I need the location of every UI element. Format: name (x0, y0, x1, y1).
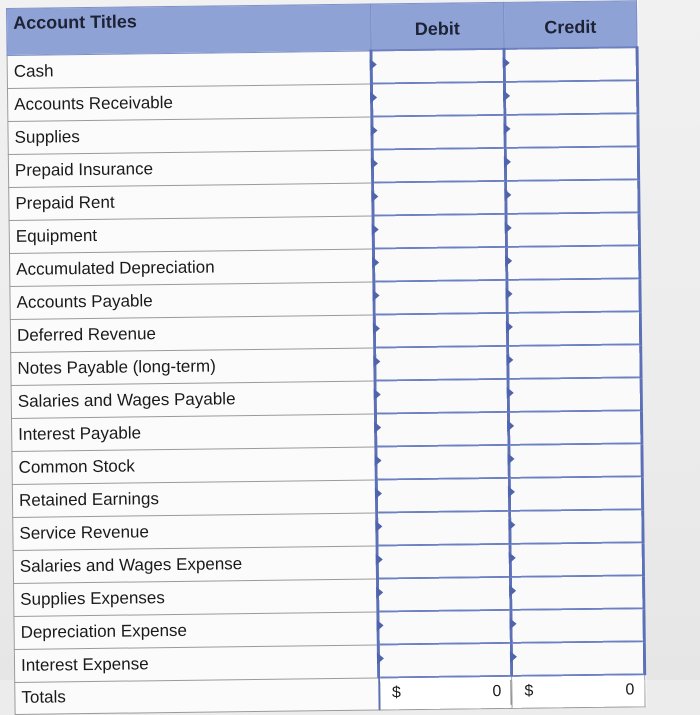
account-title: Deferred Revenue (10, 315, 374, 352)
account-title: Accumulated Depreciation (9, 249, 373, 286)
debit-cell (376, 478, 509, 513)
credit-input[interactable] (509, 312, 639, 345)
input-marker-icon (507, 420, 514, 432)
credit-cell (507, 311, 640, 346)
credit-input[interactable] (509, 345, 639, 378)
debit-cell (374, 280, 507, 315)
credit-cell (508, 344, 641, 379)
debit-input[interactable] (375, 248, 505, 281)
debit-cell (375, 412, 508, 447)
input-marker-icon (375, 520, 382, 532)
credit-input[interactable] (507, 147, 637, 180)
input-marker-icon (373, 355, 380, 367)
account-title: Common Stock (12, 447, 376, 484)
credit-input[interactable] (508, 279, 638, 312)
totals-row (15, 674, 645, 714)
input-marker-icon (376, 619, 383, 631)
totals-label: Totals (15, 677, 379, 714)
credit-input[interactable] (510, 378, 640, 411)
credit-total-cell (512, 674, 645, 708)
input-marker-icon (370, 58, 377, 70)
debit-input[interactable] (378, 512, 508, 545)
debit-input[interactable] (375, 215, 505, 248)
credit-cell (511, 608, 644, 643)
header-row (7, 1, 638, 55)
credit-input[interactable] (507, 180, 637, 213)
input-marker-icon (504, 189, 511, 201)
debit-input[interactable] (379, 611, 509, 644)
input-marker-icon (370, 124, 377, 136)
debit-input[interactable] (374, 182, 504, 215)
account-title: Supplies (8, 117, 372, 154)
debit-input[interactable] (380, 644, 510, 677)
input-marker-icon (371, 190, 378, 202)
input-marker-icon (505, 288, 512, 300)
debit-cell (371, 82, 504, 117)
credit-cell (510, 509, 643, 544)
credit-total-value: 0 (625, 681, 635, 699)
credit-cell (505, 113, 638, 148)
input-marker-icon (508, 519, 515, 531)
credit-cell (506, 179, 639, 214)
debit-cell (373, 214, 506, 249)
debit-input[interactable] (376, 347, 506, 380)
debit-cell (377, 577, 510, 612)
debit-input[interactable] (379, 545, 509, 578)
input-marker-icon (503, 123, 510, 135)
credit-input[interactable] (511, 510, 641, 543)
input-marker-icon (506, 321, 513, 333)
credit-cell (510, 575, 643, 610)
credit-cell (505, 146, 638, 181)
input-marker-icon (375, 487, 382, 499)
credit-input[interactable] (508, 213, 638, 246)
account-rows (7, 47, 645, 714)
debit-cell (377, 544, 510, 579)
debit-cell (378, 643, 511, 678)
credit-input[interactable] (506, 48, 636, 81)
credit-cell (509, 476, 642, 511)
input-marker-icon (370, 91, 377, 103)
debit-input[interactable] (374, 149, 504, 182)
debit-input[interactable] (377, 380, 507, 413)
credit-cell (504, 47, 637, 82)
debit-cell (378, 610, 511, 645)
input-marker-icon (377, 652, 384, 664)
input-marker-icon (506, 354, 513, 366)
debit-cell (373, 181, 506, 216)
debit-total-cell (379, 676, 512, 710)
debit-input[interactable] (378, 479, 508, 512)
account-title: Notes Payable (long-term) (11, 348, 375, 385)
input-marker-icon (509, 552, 516, 564)
debit-cell (372, 115, 505, 150)
input-marker-icon (505, 222, 512, 234)
credit-input[interactable] (510, 444, 640, 477)
credit-input[interactable] (512, 543, 642, 576)
debit-input[interactable] (379, 578, 509, 611)
debit-header: Debit (370, 2, 504, 50)
debit-input[interactable] (373, 116, 503, 149)
debit-cell (377, 511, 510, 546)
debit-input[interactable] (376, 314, 506, 347)
debit-total-value: 0 (492, 682, 502, 701)
account-title: Salaries and Wages Payable (11, 381, 375, 418)
input-marker-icon (510, 651, 517, 663)
input-marker-icon (371, 157, 378, 169)
input-marker-icon (509, 585, 516, 597)
account-title: Accounts Receivable (7, 84, 371, 121)
debit-cell (375, 379, 508, 414)
input-marker-icon (374, 454, 381, 466)
credit-input[interactable] (512, 609, 642, 642)
credit-input[interactable] (508, 246, 638, 279)
trial-balance-table (6, 0, 647, 715)
account-title: Interest Expense (14, 644, 378, 681)
debit-input[interactable] (375, 281, 505, 314)
input-marker-icon (376, 586, 383, 598)
account-title: Interest Payable (12, 414, 376, 451)
account-title: Equipment (9, 216, 373, 253)
debit-cell (374, 313, 507, 348)
account-title: Service Revenue (13, 513, 377, 550)
input-marker-icon (372, 289, 379, 301)
debit-input[interactable] (373, 50, 503, 83)
credit-cell (511, 641, 644, 676)
debit-cell (372, 148, 505, 183)
input-marker-icon (503, 90, 510, 102)
debit-cell (371, 49, 504, 84)
credit-input[interactable] (506, 81, 636, 114)
credit-input[interactable] (512, 576, 642, 609)
credit-cell (504, 80, 637, 115)
input-marker-icon (507, 453, 514, 465)
debit-cell (373, 247, 506, 282)
account-title: Depreciation Expense (14, 612, 378, 649)
debit-cell (375, 346, 508, 381)
credit-cell (510, 542, 643, 577)
input-marker-icon (503, 57, 510, 69)
input-marker-icon (372, 223, 379, 235)
credit-input[interactable] (510, 411, 640, 444)
input-marker-icon (507, 387, 514, 399)
credit-cell (506, 245, 639, 280)
credit-input[interactable] (513, 642, 643, 675)
input-marker-icon (508, 486, 515, 498)
input-marker-icon (374, 421, 381, 433)
debit-cell (376, 445, 509, 480)
account-title: Retained Earnings (12, 480, 376, 517)
credit-cell (507, 278, 640, 313)
account-title: Supplies Expenses (14, 579, 378, 616)
credit-cell (508, 377, 641, 412)
account-title: Accounts Payable (10, 282, 374, 319)
debit-input[interactable] (377, 446, 507, 479)
credit-input[interactable] (506, 114, 636, 147)
input-marker-icon (374, 388, 381, 400)
credit-cell (506, 212, 639, 247)
credit-header: Credit (503, 1, 637, 49)
input-marker-icon (376, 553, 383, 565)
account-title: Prepaid Rent (9, 183, 373, 220)
debit-input[interactable] (373, 83, 503, 116)
input-marker-icon (373, 322, 380, 334)
credit-cell (508, 410, 641, 445)
account-titles-header: Account Titles (7, 4, 372, 55)
debit-total-currency: $ (391, 684, 401, 702)
credit-input[interactable] (511, 477, 641, 510)
input-marker-icon (509, 618, 516, 630)
credit-total-currency: $ (524, 682, 534, 700)
account-title: Salaries and Wages Expense (13, 546, 377, 583)
input-marker-icon (505, 255, 512, 267)
credit-cell (509, 443, 642, 478)
account-title: Cash (7, 51, 371, 88)
input-marker-icon (504, 156, 511, 168)
account-title: Prepaid Insurance (8, 150, 372, 187)
input-marker-icon (372, 256, 379, 268)
debit-input[interactable] (377, 413, 507, 446)
